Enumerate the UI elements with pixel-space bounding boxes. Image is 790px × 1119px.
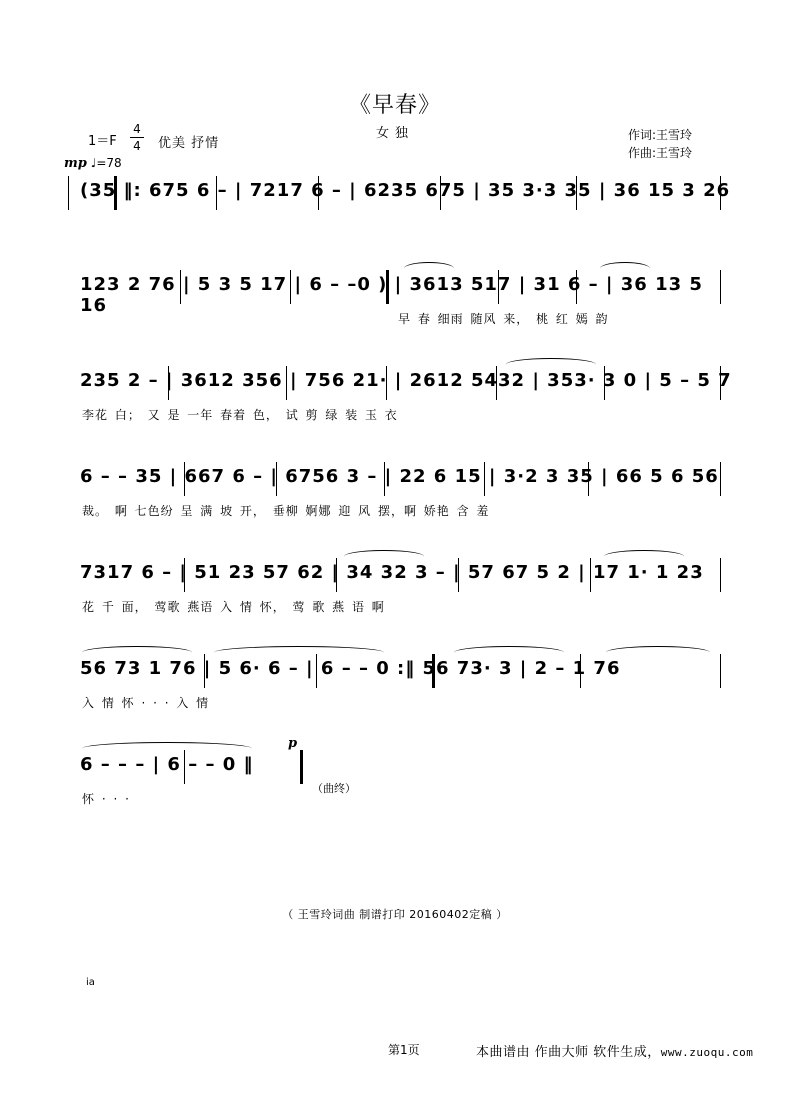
- song-title: 《早春》: [348, 93, 441, 118]
- notation-line: 235 2 – | 3612 356 | 756 21· | 2612 5432 | 353· 3 0 | 5 – 5 7: [80, 370, 732, 391]
- credits: [628, 126, 692, 162]
- generator-text: 本曲谱由 作曲大师 软件生成，: [476, 1045, 661, 1060]
- notation-line: 56 73 1 76 | 5 6· 6 – | 6 – – 0 :‖ 56 73· 3 | 2 – 1 76: [80, 658, 621, 679]
- notation-line: (35 ‖: 675 6 – | 7217 6 – | 6235 675 | 35 3·3 35 | 36 15 3 26: [80, 180, 731, 201]
- key-signature: 1＝F: [88, 134, 117, 149]
- lyricist: 作词:王雪玲: [628, 128, 693, 142]
- end-marking: （曲终）: [312, 782, 356, 795]
- notation-line: 6 – – – | 6 – – 0 ‖: [80, 754, 254, 775]
- dynamic-p: p: [288, 736, 298, 751]
- corner-mark: ia: [86, 977, 95, 988]
- time-signature: [130, 121, 144, 154]
- notation-line: 123 2 76 | 5 3 5 17 | 6 – –0 ) | 3613 517 | 31 6 – | 36 13 5 16: [80, 274, 703, 316]
- footer-note: （ 王雪玲词曲 制谱打印 20160402定稿 ）: [282, 908, 508, 921]
- lyrics-line: 裁。 啊 七色纷 呈 满 坡 开， 垂柳 婀娜 迎 风 摆，啊 娇艳 含 羞: [82, 504, 490, 518]
- time-signature-top: 4: [133, 122, 141, 136]
- page-number: 第1页: [388, 1043, 420, 1057]
- lyrics-line: 李花 白； 又 是 一年 春着 色， 试 剪 绿 装 玉 衣: [82, 408, 398, 422]
- lyrics-line: 早 春 细雨 随风 来， 桃 红 嫣 韵: [398, 312, 609, 326]
- composer: 作曲:王雪玲: [628, 146, 693, 160]
- lyrics-line: 花 千 面， 莺歌 燕语 入 情 怀， 莺 歌 燕 语 啊: [82, 600, 385, 614]
- tempo-value: ♩=78: [90, 156, 122, 170]
- lyrics-line: 入 情 怀 · · · 入 情: [82, 696, 210, 710]
- lyrics-line: 怀 · · ·: [82, 792, 130, 806]
- notation-line: 7317 6 – | 51 23 57 62 | 34 32 3 – | 57 67 5 2 | 17 1· 1 23: [80, 562, 704, 583]
- generator-credit: [476, 1041, 753, 1060]
- voice-type: 女独: [375, 126, 414, 141]
- tempo-marking: [64, 156, 122, 171]
- time-signature-bottom: 4: [130, 137, 144, 154]
- dynamic-mp: mp: [64, 156, 87, 171]
- generator-url: www.zuoqu.com: [660, 1046, 754, 1059]
- notation-line: 6 – – 35 | 667 6 – | 6756 3 – | 22 6 15 | 3·2 3 35 | 66 5 6 56: [80, 466, 719, 487]
- mood-marking: 优美 抒情: [158, 136, 220, 151]
